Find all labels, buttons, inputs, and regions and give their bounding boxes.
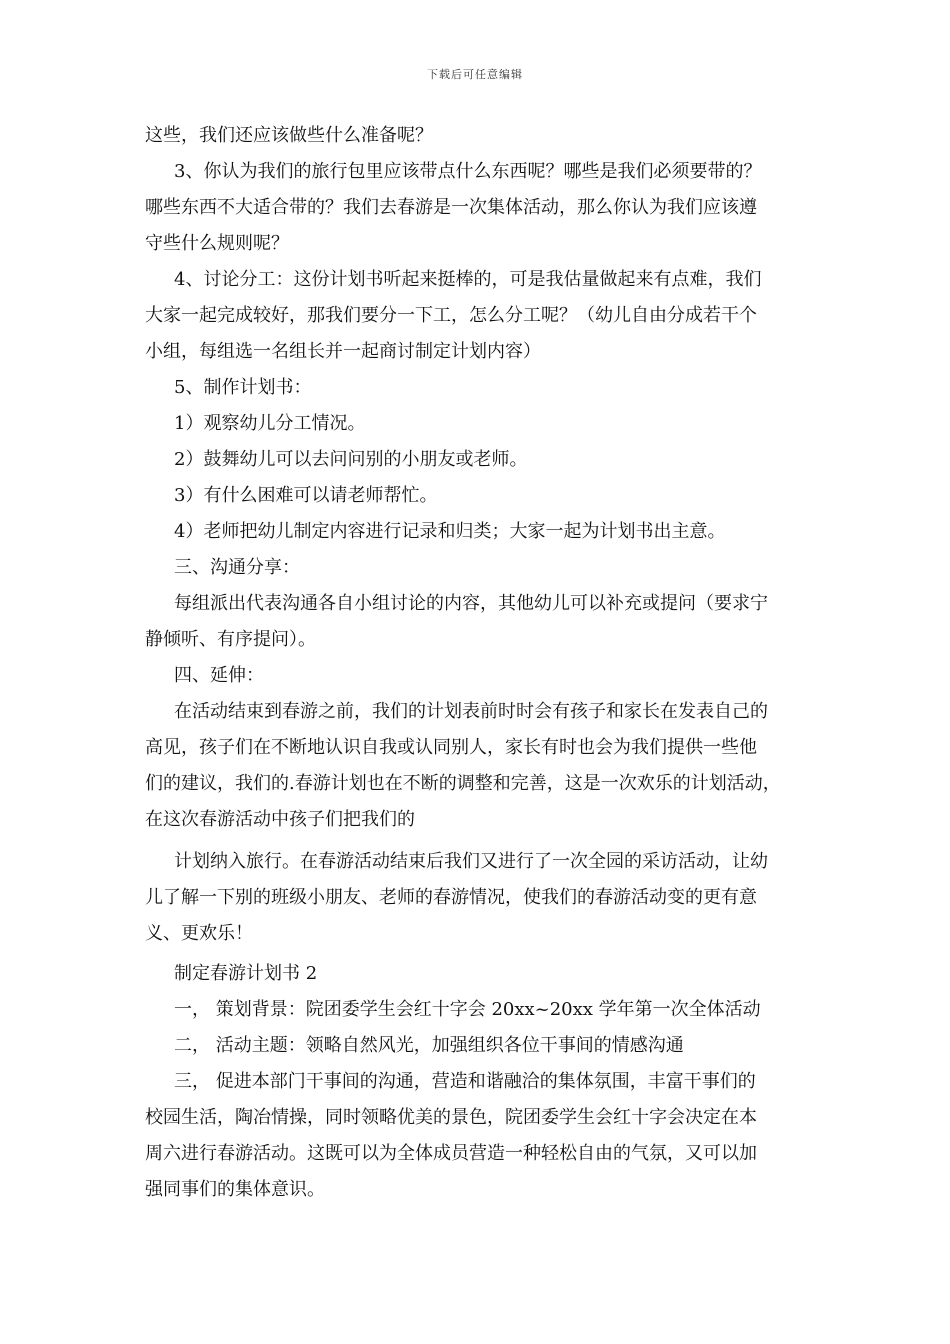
text-line: 这些，我们还应该做些什么准备呢？ (145, 125, 433, 146)
header-note: 下载后可任意编辑 (427, 68, 523, 81)
text-line: 大家一起完成较好，那我们要分一下工，怎么分工呢？（幼儿自由分成若干个 (145, 305, 757, 326)
text-line: 一， 策划背景：院团委学生会红十字会 20xx~20xx 学年第一次全体活动 (174, 999, 761, 1020)
text-line: 计划纳入旅行。在春游活动结束后我们又进行了一次全园的采访活动，让幼 (174, 851, 768, 872)
text-line: 每组派出代表沟通各自小组讨论的内容，其他幼儿可以补充或提问（要求宁 (174, 593, 768, 614)
text-line: 5、制作计划书： (174, 377, 312, 398)
text-line: 二， 活动主题：领略自然风光，加强组织各位干事间的情感沟通 (174, 1035, 684, 1056)
text-line: 三， 促进本部门干事间的沟通，营造和谐融洽的集体氛围，丰富干事们的 (174, 1071, 756, 1092)
text-line: 2）鼓舞幼儿可以去问问别的小朋友或老师。 (174, 449, 528, 470)
text-line: 义、更欢乐！ (145, 923, 253, 944)
text-line: 1）观察幼儿分工情况。 (174, 413, 366, 434)
text-line: 4、讨论分工：这份计划书听起来挺棒的，可是我估量做起来有点难，我们 (174, 269, 762, 290)
text-line: 守些什么规则呢？ (145, 233, 289, 254)
text-line: 4）老师把幼儿制定内容进行记录和归类；大家一起为计划书出主意。 (174, 521, 726, 542)
document-body (145, 118, 815, 1208)
text-line: 在活动结束到春游之前，我们的计划表前时时会有孩子和家长在发表自己的 (174, 701, 768, 722)
text-line: 小组，每组选一名组长并一起商讨制定计划内容） (145, 341, 541, 362)
text-line: 周六进行春游活动。这既可以为全体成员营造一种轻松自由的气氛，又可以加 (145, 1143, 757, 1164)
section-heading: 三、沟通分享： (174, 557, 300, 578)
text-line: 3、你认为我们的旅行包里应该带点什么东西呢？哪些是我们必须要带的？ (174, 161, 762, 182)
text-line: 哪些东西不大适合带的？我们去春游是一次集体活动，那么你认为我们应该遵 (145, 197, 757, 218)
text-line: 3）有什么困难可以请老师帮忙。 (174, 485, 438, 506)
text-line: 强同事们的集体意识。 (145, 1179, 325, 1200)
text-line: 静倾听、有序提问）。 (145, 629, 316, 650)
text-line: 儿了解一下别的班级小朋友、老师的春游情况，使我们的春游活动变的更有意 (145, 887, 757, 908)
section-heading: 四、延伸： (174, 665, 264, 686)
text-line: 们的建议，我们的.春游计划也在不断的调整和完善，这是一次欢乐的计划活动， (145, 773, 781, 794)
text-line: 在这次春游活动中孩子们把我们的 (145, 809, 415, 830)
section-title: 制定春游计划书 2 (174, 963, 318, 984)
text-line: 校园生活，陶冶情操，同时领略优美的景色，院团委学生会红十字会决定在本 (145, 1107, 757, 1128)
text-line: 高见，孩子们在不断地认识自我或认同别人，家长有时也会为我们提供一些他 (145, 737, 757, 758)
